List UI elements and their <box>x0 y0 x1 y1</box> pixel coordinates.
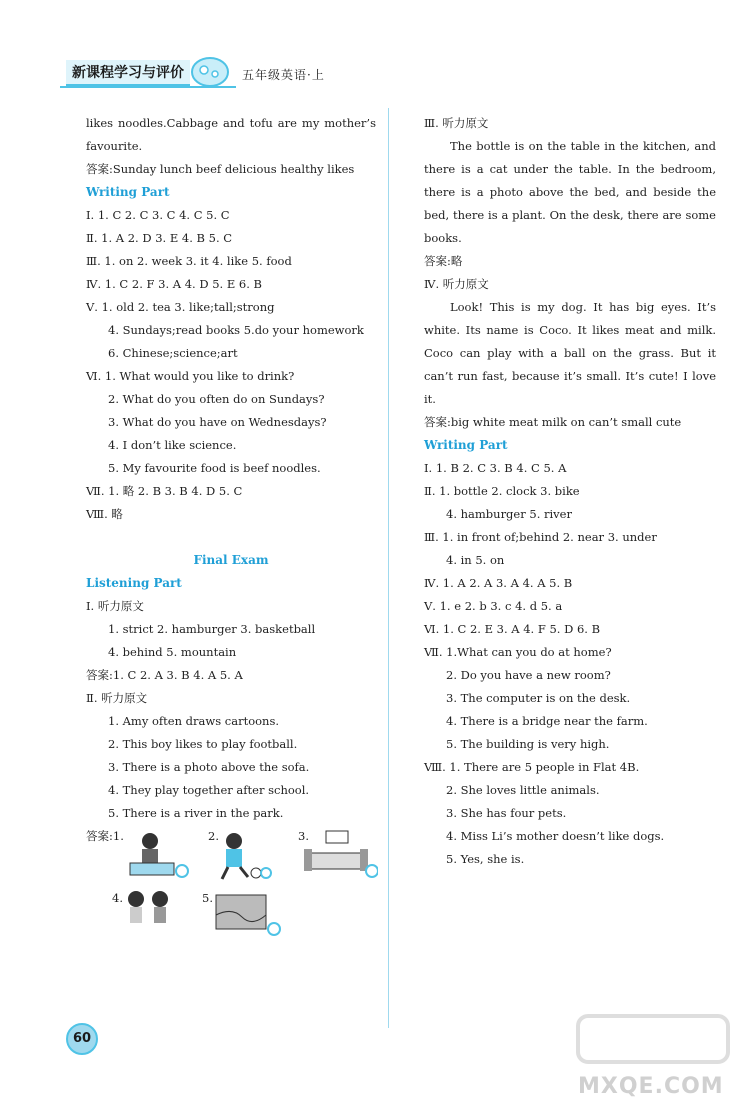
book-title: 新课程学习与评价 <box>66 60 190 87</box>
right-answer-lines <box>424 112 716 871</box>
answer-line: 5. The building is very high. <box>446 737 610 751</box>
pic-answer-label-2: 2. <box>208 829 219 843</box>
answer-line: 2. Do you have a new room? <box>446 668 611 682</box>
left-answer-lines <box>86 112 376 526</box>
answer-line: Ⅶ. 1.What can you do at home? <box>424 645 612 659</box>
answer-line: 4. Sundays;read books 5.do your homework <box>108 323 364 337</box>
answer-line: Ⅰ. 听力原文 <box>86 599 144 613</box>
answer-line: 4. Miss Li’s mother doesn’t like dogs. <box>446 829 665 843</box>
answer-line: Writing Part <box>424 438 508 452</box>
right-column <box>424 112 716 871</box>
page-number: 60 <box>72 1031 92 1046</box>
answer-line: 4. There is a bridge near the farm. <box>446 714 648 728</box>
listening-part-heading: Listening Part <box>86 576 182 590</box>
answer-line: Ⅴ. 1. old 2. tea 3. like;tall;strong <box>86 300 275 314</box>
kids-playing-icon <box>122 887 182 937</box>
book-icon <box>188 52 232 90</box>
answer-line: 3. She has four pets. <box>446 806 567 820</box>
answer-line: Ⅱ. 听力原文 <box>86 691 148 705</box>
watermark-logo-icon <box>568 1008 738 1072</box>
answer-line: 答案:1. C 2. A 3. B 4. A 5. A <box>86 668 243 682</box>
header-underline <box>60 86 236 88</box>
answer-line: Ⅵ. 1. C 2. E 3. A 4. F 5. D 6. B <box>424 622 601 636</box>
answer-line: Ⅴ. 1. e 2. b 3. c 4. d 5. a <box>424 599 563 613</box>
answer-line: Ⅱ. 1. bottle 2. clock 3. bike <box>424 484 580 498</box>
answer-line: 4. I don’t like science. <box>108 438 237 452</box>
answer-line: Ⅶ. 1. 略 2. B 3. B 4. D 5. C <box>86 484 243 498</box>
answer-line: likes noodles.Cabbage and tofu are my mother’s favourite. <box>86 116 376 153</box>
page-header <box>60 52 360 92</box>
answer-line: 5. There is a river in the park. <box>108 806 284 820</box>
answer-line: Look! This is my dog. It has big eyes. It’s white. Its name is Coco. It likes meat and milk. Coco can play with a ball on the grass. But it can’t run fast, because it’s small. It’s cute! I love it. <box>424 300 716 406</box>
final-exam-title: Final Exam <box>193 553 269 567</box>
answer-line: 2. What do you often do on Sundays? <box>108 392 325 406</box>
answer-line: 4. They play together after school. <box>108 783 310 797</box>
answer-line: 3. What do you have on Wednesdays? <box>108 415 327 429</box>
child-drawing-icon <box>120 831 190 879</box>
answer-line: 3. The computer is on the desk. <box>446 691 631 705</box>
answer-line: Ⅳ. 1. A 2. A 3. A 4. A 5. B <box>424 576 573 590</box>
answer-line: Ⅷ. 略 <box>86 507 123 521</box>
answer-line: 5. My favourite food is beef noodles. <box>108 461 321 475</box>
answer-line: Ⅰ. 1. C 2. C 3. C 4. C 5. C <box>86 208 230 222</box>
answer-line: 答案:big white meat milk on can’t small cute <box>424 415 682 429</box>
pic-answer-label-4: 4. <box>112 891 123 905</box>
answer-line: Writing Part <box>86 185 170 199</box>
answer-line: Ⅲ. 听力原文 <box>424 116 489 130</box>
answer-line: 1. strict 2. hamburger 3. basketball <box>108 622 316 636</box>
pic-answer-label-3: 3. <box>298 829 309 843</box>
answer-line: 1. Amy often draws cartoons. <box>108 714 280 728</box>
picture-answers <box>86 825 376 943</box>
sofa-photo-icon <box>298 829 378 879</box>
grade-subject: 五年级英语·上 <box>242 68 325 82</box>
answer-line: Ⅲ. 1. on 2. week 3. it 4. like 5. food <box>86 254 292 268</box>
river-park-icon <box>212 885 282 939</box>
answer-line: 2. She loves little animals. <box>446 783 600 797</box>
left-column <box>86 112 376 943</box>
final-exam-lines <box>86 595 376 825</box>
answer-line: 4. hamburger 5. river <box>446 507 572 521</box>
spacer <box>86 526 376 549</box>
answer-line: 答案:Sunday lunch beef delicious healthy likes <box>86 162 355 176</box>
answer-line: 4. in 5. on <box>446 553 505 567</box>
answer-line: Ⅷ. 1. There are 5 people in Flat 4B. <box>424 760 640 774</box>
answer-line: 答案:略 <box>424 254 463 268</box>
boy-football-icon <box>212 831 272 881</box>
answer-line: The bottle is on the table in the kitchen, and there is a cat under the table. In the bedroom, there is a photo above the bed, and beside the bed, there is a plant. On the desk, there are some books. <box>424 139 716 245</box>
answer-line: 3. There is a photo above the sofa. <box>108 760 310 774</box>
pic-answer-label-5: 5. <box>202 891 213 905</box>
column-divider <box>388 108 389 1028</box>
answer-line: Ⅳ. 听力原文 <box>424 277 489 291</box>
answer-line: Ⅰ. 1. B 2. C 3. B 4. C 5. A <box>424 461 567 475</box>
pic-answer-label: 答案:1. <box>86 829 124 843</box>
answer-line: 6. Chinese;science;art <box>108 346 238 360</box>
answer-line: Ⅵ. 1. What would you like to drink? <box>86 369 295 383</box>
watermark <box>568 1008 738 1098</box>
answer-line: Ⅱ. 1. A 2. D 3. E 4. B 5. C <box>86 231 233 245</box>
answer-line: Ⅲ. 1. in front of;behind 2. near 3. under <box>424 530 657 544</box>
page-number-badge <box>64 1022 100 1056</box>
answer-line: 4. behind 5. mountain <box>108 645 237 659</box>
answer-line: 2. This boy likes to play football. <box>108 737 298 751</box>
answer-line: Ⅳ. 1. C 2. F 3. A 4. D 5. E 6. B <box>86 277 262 291</box>
answer-line: 5. Yes, she is. <box>446 852 525 866</box>
watermark-text: MXQE.COM <box>578 1074 724 1099</box>
